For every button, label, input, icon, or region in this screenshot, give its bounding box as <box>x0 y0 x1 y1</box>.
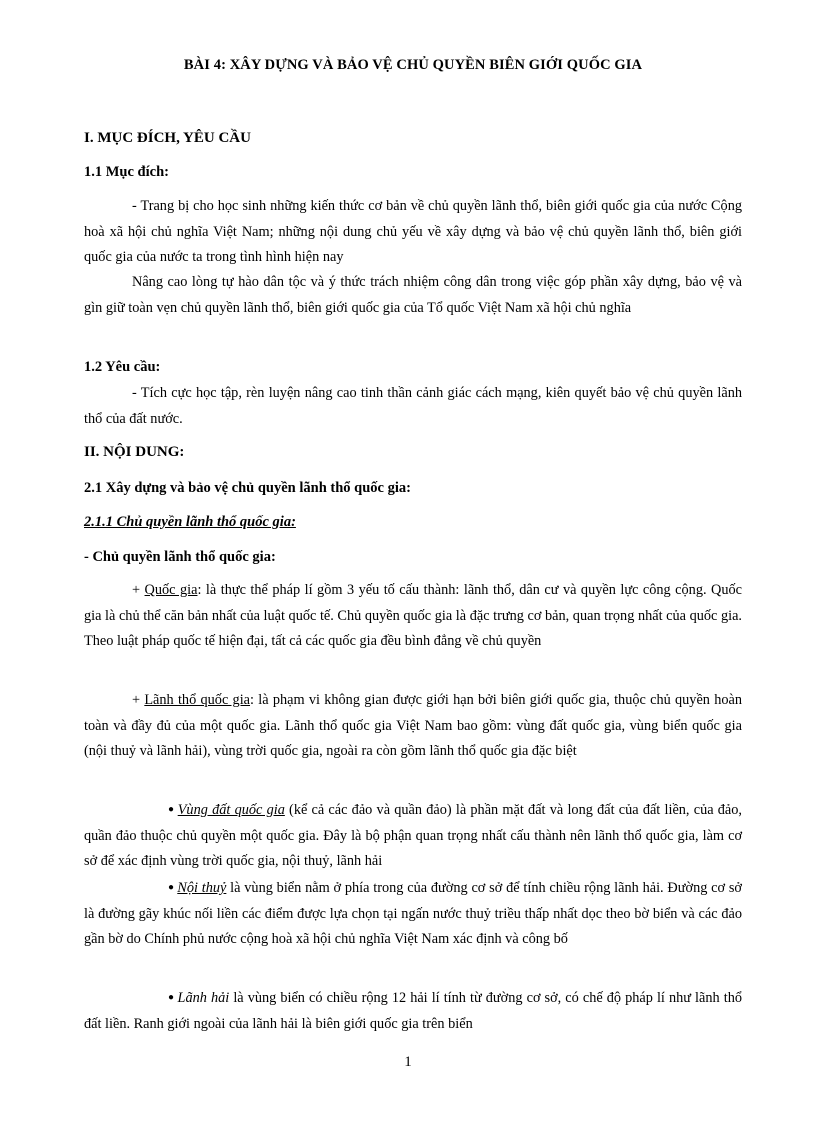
bullet-dot-icon: ● <box>168 882 175 893</box>
section-2-1-heading: 2.1 Xây dựng và bảo vệ chủ quyền lãnh thổ quốc gia: <box>84 480 411 496</box>
term-vung-dat: Vùng đất quốc gia <box>177 802 285 818</box>
text-noi-thuy: là vùng biển nằm ở phía trong của đường cơ sở để tính chiều rộng lãnh hải. Đường cơ sở là đường gãy khúc nối liền các điểm được lựa chọn tại ngấn nước thuỷ triều thấp nhất dọc theo bờ biển và các đảo gần bờ do Chính phủ nước cộng hoà xã hội chủ nghĩa Việt Nam xác định và công bố <box>84 880 742 947</box>
term-lanh-hai: Lãnh hải <box>177 990 230 1006</box>
section-1-1-heading: 1.1 Mục đích: <box>84 164 169 180</box>
bullet-dot-icon: ● <box>168 804 175 815</box>
term-quoc-gia: Quốc gia <box>144 582 198 598</box>
section-2-1-1-heading-text: 2.1.1 Chủ quyền lãnh thổ quốc gia: <box>84 514 296 530</box>
bullet-lanh-hai <box>84 985 742 1037</box>
bullet-noi-thuy <box>84 875 742 953</box>
page-number: 1 <box>404 1054 412 1070</box>
purpose-paragraph-2: Nâng cao lòng tự hào dân tộc và ý thức trách nhiệm công dân trong việc góp phần xây dựng, bảo vệ và gìn giữ toàn vẹn chủ quyền lãnh thổ, biên giới quốc gia của Tổ quốc Việt Nam xã hội chủ nghĩa <box>84 274 742 316</box>
text-quoc-gia: : là thực thể pháp lí gồm 3 yếu tố cấu thành: lãnh thổ, dân cư và quyền lực công cộng. Quốc gia là chủ thể căn bản nhất của luật quốc tế. Chủ quyền quốc gia là đặc trưng cơ bản, quan trọng nhất của quốc gia. Theo luật pháp quốc tế hiện đại, tất cả các quốc gia đều bình đẳng về chủ quyền <box>84 582 742 649</box>
text-vung-dat: (kể cả các đảo và quần đảo) là phần mặt đất và long đất của đất liền, của đảo, quần đảo thuộc chủ quyền một quốc gia. Đây là bộ phận quan trọng nhất cấu thành nên lãnh thổ quốc gia, làm cơ sở để xác định vùng trời quốc gia, nội thuỷ, lãnh hải <box>84 802 742 869</box>
section-1-heading: I. MỤC ĐÍCH, YÊU CẦU <box>84 130 251 146</box>
definition-lanh-tho <box>84 688 742 765</box>
prefix-plus: + <box>132 692 145 708</box>
text-lanh-hai: là vùng biển có chiều rộng 12 hải lí tính từ đường cơ sở, có chế độ pháp lí như lãnh thổ đất liền. Ranh giới ngoài của lãnh hải là biên giới quốc gia trên biển <box>84 990 742 1032</box>
purpose-paragraph-1: - Trang bị cho học sinh những kiến thức cơ bản về chủ quyền lãnh thổ, biên giới quốc gia của nước Cộng hoà xã hội chủ nghĩa Việt Nam; những nội dung chủ yếu về xây dựng và bảo vệ chủ quyền lãnh thổ, biên giới quốc gia của nước ta trong tình hình hiện nay <box>84 198 742 265</box>
requirement-paragraph: - Tích cực học tập, rèn luyện nâng cao tinh thần cảnh giác cách mạng, kiên quyết bảo vệ chủ quyền lãnh thổ của đất nước. <box>84 385 742 427</box>
term-lanh-tho: Lãnh thổ quốc gia <box>144 692 251 708</box>
page-title: BÀI 4: XÂY DỰNG VÀ BẢO VỆ CHỦ QUYỀN BIÊN GIỚI QUỐC GIA <box>183 57 643 73</box>
section-2-heading: II. NỘI DUNG: <box>84 444 185 460</box>
text-lanh-tho: : là phạm vi không gian được giới hạn bởi biên giới quốc gia, thuộc chủ quyền hoàn toàn và đầy đủ của một quốc gia. Lãnh thổ quốc gia Việt Nam bao gồm: vùng đất quốc gia, vùng biển quốc gia (nội thuỷ và lãnh hải), vùng trời quốc gia, ngoài ra còn gồm lãnh thổ quốc gia đặc biệt <box>84 692 742 759</box>
prefix-plus: + <box>132 582 145 598</box>
term-noi-thuy: Nội thuỷ <box>177 880 227 896</box>
section-2-1-1-heading <box>84 510 742 536</box>
sovereignty-lead: - Chủ quyền lãnh thổ quốc gia: <box>84 549 276 565</box>
bullet-vung-dat <box>84 797 742 875</box>
bullet-dot-icon: ● <box>168 992 175 1003</box>
section-1-2-heading: 1.2 Yêu cầu: <box>84 359 161 375</box>
definition-quoc-gia <box>84 578 742 655</box>
